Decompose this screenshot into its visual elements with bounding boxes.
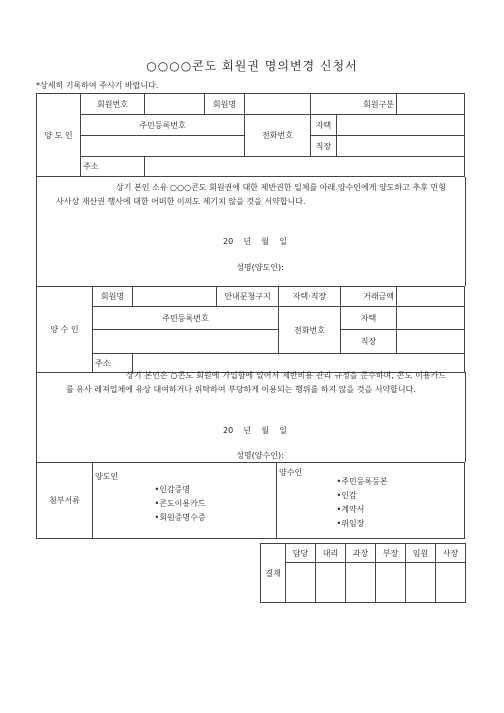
attach-transferee-label: 양수인: [277, 463, 335, 539]
approval-sign-cell[interactable]: [316, 563, 346, 603]
approval-label: 결재: [261, 544, 286, 603]
transferee-signature: 성명(양수인):: [236, 451, 284, 460]
instruction-note: *상세히 기록하여 주시기 바랍니다.: [36, 81, 159, 90]
phone-label: 전화번호: [245, 115, 311, 157]
transferee-phone-label: 전화번호: [279, 307, 341, 354]
approval-sign-cell[interactable]: [376, 563, 406, 603]
member-no-field[interactable]: [145, 94, 205, 115]
approval-col: 임원: [406, 544, 436, 563]
member-type-field[interactable]: [397, 94, 465, 115]
attach-transferor-label: 양도인: [93, 463, 153, 539]
approval-table: [260, 543, 466, 603]
transferor-section-label: 양 도 인: [37, 94, 81, 177]
amount-field[interactable]: [397, 287, 465, 307]
attachments-table: [36, 462, 465, 539]
approval-col: 부장: [376, 544, 406, 563]
transferee-resident-label: 주민등록번호: [93, 307, 279, 330]
transferor-date: 20 년 월 일: [223, 237, 287, 246]
member-no-label: 회원번호: [81, 94, 145, 115]
attachments-label: 첨부서류: [37, 463, 93, 539]
transferee-home-label: 자택: [341, 307, 397, 330]
approval-sign-cell[interactable]: [286, 563, 316, 603]
work-label: 직장: [311, 136, 337, 157]
member-name-label: 회원명: [205, 94, 245, 115]
attach-item: •콘도이용카드: [154, 499, 206, 508]
transferee-name-field[interactable]: [133, 287, 217, 307]
address-label: 주소: [81, 157, 145, 177]
resident-no-field[interactable]: [81, 136, 245, 157]
guide-label: 안내문청구지: [217, 287, 279, 307]
attach-item: •계약서: [336, 505, 365, 514]
amount-label: 거래금액: [341, 287, 397, 307]
approval-col: 대리: [316, 544, 346, 563]
transferee-work-field[interactable]: [397, 330, 465, 354]
attach-item: •위임장: [336, 519, 365, 528]
page-title: ○○○○콘도 회원권 명의변경 신청서: [146, 59, 358, 73]
guide-option[interactable]: 자택·직장: [279, 287, 341, 307]
transferor-table: [36, 93, 465, 177]
attach-item: •인감: [336, 491, 357, 500]
approval-sign-cell[interactable]: [436, 563, 466, 603]
approval-sign-cell[interactable]: [406, 563, 436, 603]
address-field[interactable]: [145, 157, 465, 177]
attach-transferor-items: [153, 463, 277, 539]
approval-col: 과장: [346, 544, 376, 563]
home-phone-field[interactable]: [337, 115, 465, 136]
transferor-pledge-text: 상기 본인 소유 ○○○콘도 회원권에 대한 제반권한 일체를 아래 양수인에게 양도하고 추후 민형사사상 재산권 행사에 대한 어떠한 이의도 제기치 않을 것을 서약합니다.: [56, 183, 446, 206]
attach-item: •인감증명: [154, 485, 191, 494]
member-type-label: 회원구분: [311, 94, 397, 115]
transferee-address-label: 주소: [93, 354, 133, 373]
attach-item: •주민등록등본: [336, 477, 388, 486]
work-phone-field[interactable]: [337, 136, 465, 157]
transferor-signature: 성명(양도인):: [236, 263, 284, 272]
transferee-work-label: 직장: [341, 330, 397, 354]
transferee-name-label: 회원명: [93, 287, 133, 307]
approval-col: 담당: [286, 544, 316, 563]
transferee-section-label: 양 수 인: [37, 287, 93, 373]
resident-no-label: 주민등록번호: [81, 115, 245, 136]
member-name-field[interactable]: [245, 94, 311, 115]
approval-sign-cell[interactable]: [346, 563, 376, 603]
transferee-table: [36, 286, 465, 373]
attach-item: •회원증명수증: [154, 513, 206, 522]
transferee-resident-field[interactable]: [93, 330, 279, 354]
approval-col: 사장: [436, 544, 466, 563]
transferee-date: 20 년 월 일: [223, 426, 287, 435]
transferee-pledge-text: 상기 본인은 ○콘도 회원에 가입함에 있어서 제반비용 관리 규정을 준수하며, 콘도 이용카드를 유사 레져업체에 유상 대여하거나 위탁하여 부당하게 이용되는 행위를 하지 않을 것을 서약합니다.: [66, 371, 446, 394]
home-label: 자택: [311, 115, 337, 136]
transferee-home-field[interactable]: [397, 307, 465, 330]
attach-transferee-items: [335, 463, 465, 539]
